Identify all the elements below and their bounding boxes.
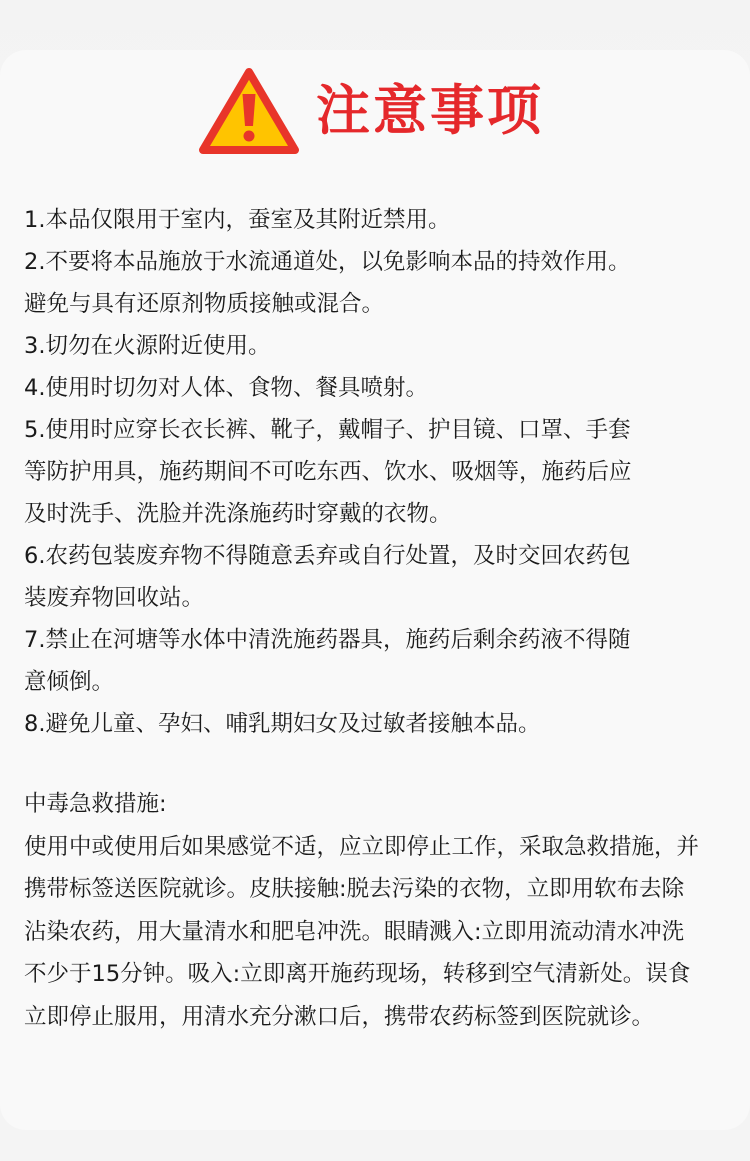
first-aid-heading: 中毒急救措施: [24,791,167,817]
first-aid-line: 使用中或使用后如果感觉不适，应立即停止工作，采取急救措施，并 [24,833,700,860]
precaution-line: 7.禁止在河塘等水体中清洗施药器具，施药后剩余药液不得随 [24,627,631,653]
header [198,66,544,156]
precaution-line: 意倾倒。 [24,669,115,695]
precaution-line: 装废弃物回收站。 [24,585,205,611]
precautions-list [24,199,739,745]
precaution-line: 2.不要将本品施放于水流通道处，以免影响本品的持效作用。 [24,249,631,275]
precaution-line: 避免与具有还原剂物质接触或混合。 [24,291,385,317]
precaution-line: 及时洗手、洗脸并洗涤施药时穿戴的衣物。 [24,501,452,527]
page-title: 注意事项 [316,79,544,142]
precaution-line: 等防护用具，施药期间不可吃东西、饮水、吸烟等，施药后应 [24,459,632,485]
first-aid-line: 不少于15分钟。吸入:立即离开施药现场，转移到空气清新处。误食 [24,961,691,987]
first-aid-section [24,783,750,1038]
precaution-line: 8.避免儿童、孕妇、哺乳期妇女及过敏者接触本品。 [24,711,541,737]
first-aid-line: 沾染农药，用大量清水和肥皂冲洗。眼睛溅入:立即用流动清水冲洗 [24,918,685,945]
precaution-line: 3.切勿在火源附近使用。 [24,333,271,359]
precaution-line: 1.本品仅限用于室内，蚕室及其附近禁用。 [24,207,451,233]
warning-triangle-icon [198,66,300,156]
precaution-line: 6.农药包装废弃物不得随意丢弃或自行处置，及时交回农药包 [24,543,631,569]
precaution-line: 4.使用时切勿对人体、食物、餐具喷射。 [24,375,428,401]
first-aid-line: 立即停止服用，用清水充分漱口后，携带农药标签到医院就诊。 [24,1003,655,1030]
first-aid-line: 携带标签送医院就诊。皮肤接触:脱去污染的衣物，立即用软布去除 [24,876,685,902]
precaution-line: 5.使用时应穿长衣长裤、靴子，戴帽子、护目镜、口罩、手套 [24,417,631,443]
